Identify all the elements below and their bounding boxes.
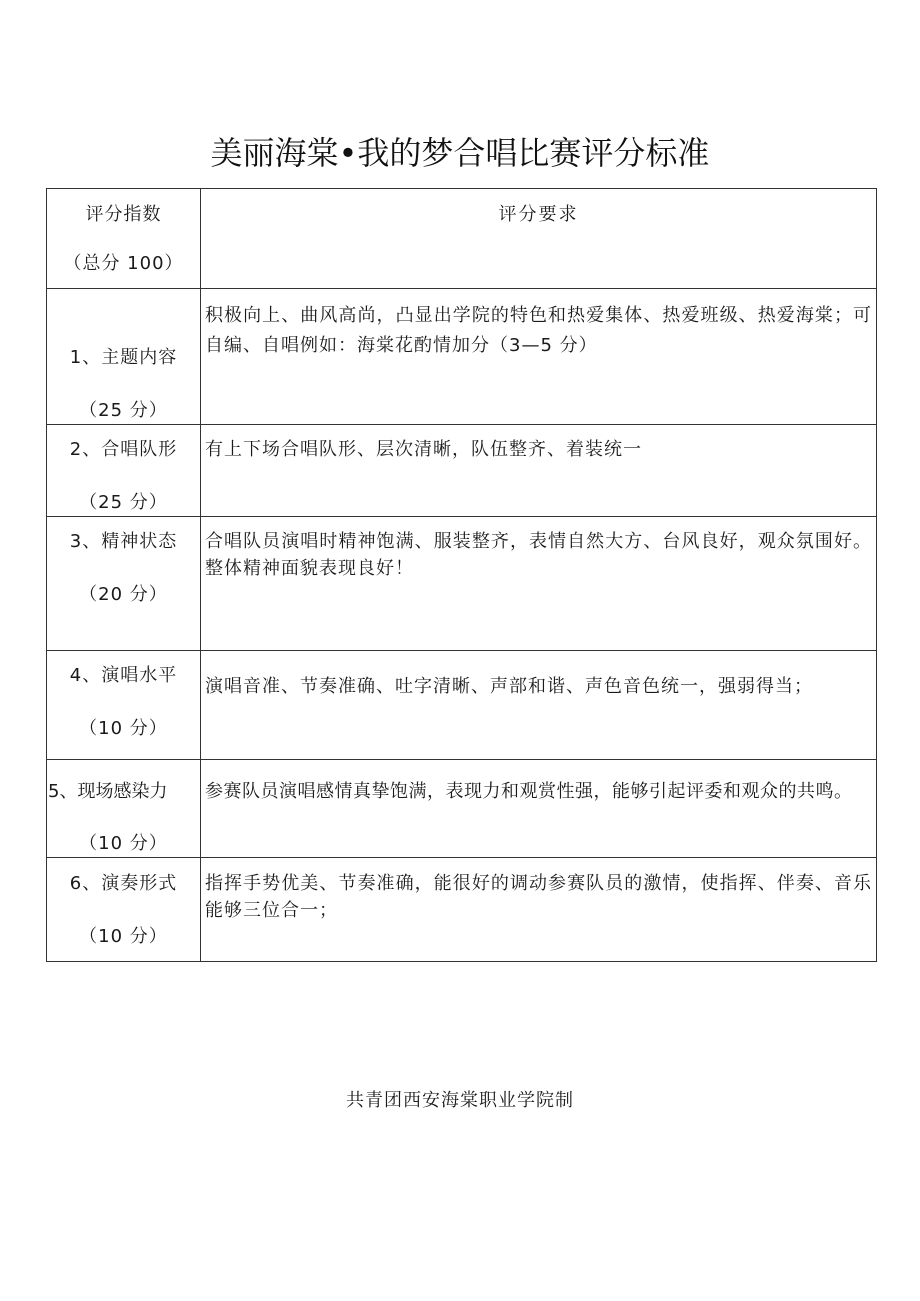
- criterion-label: 4、演唱水平: [69, 665, 178, 686]
- criterion-label: 2、合唱队形: [69, 439, 178, 460]
- criterion-points: （20 分）: [79, 584, 168, 605]
- header-requirement-cell: [201, 189, 877, 289]
- requirement-text: 参赛队员演唱感情真挚饱满，表现力和观赏性强，能够引起评委和观众的共鸣。: [205, 781, 853, 802]
- criterion-cell: [47, 289, 201, 425]
- requirement-cell: [201, 760, 877, 858]
- criterion-cell: [47, 425, 201, 517]
- criterion-cell: [47, 760, 201, 858]
- requirement-cell: [201, 651, 877, 760]
- requirement-cell: [201, 425, 877, 517]
- header-requirement-label: 评分要求: [498, 204, 579, 225]
- requirement-text: 积极向上、曲风高尚，凸显出学院的特色和热爱集体、热爱班级、热爱海棠；可自编、自唱例如：海棠花酌情加分（3—5 分）: [205, 305, 872, 356]
- scoring-table: [46, 188, 877, 962]
- requirement-text: 合唱队员演唱时精神饱满、服装整齐，表情自然大方、台风良好，观众氛围好。整体精神面貌表现良好！: [205, 531, 872, 579]
- criterion-points: （10 分）: [79, 926, 168, 947]
- header-total-label: （总分 100）: [63, 253, 184, 274]
- footer-issuer: 共青团西安海棠职业学院制: [346, 1090, 574, 1111]
- page-title: 美丽海棠•我的梦合唱比赛评分标准: [210, 134, 710, 172]
- criterion-label: 3、精神状态: [69, 531, 178, 552]
- requirement-cell: [201, 289, 877, 425]
- table-row: [47, 858, 877, 962]
- criterion-points: （10 分）: [79, 718, 168, 739]
- table-row: [47, 651, 877, 760]
- requirement-cell: [201, 517, 877, 651]
- header-index-label: 评分指数: [85, 204, 162, 225]
- criterion-cell: [47, 517, 201, 651]
- criterion-points: （10 分）: [79, 833, 168, 854]
- requirement-text: 演唱音准、节奏准确、吐字清晰、声部和谐、声色音色统一，强弱得当；: [205, 676, 813, 697]
- criterion-points: （25 分）: [79, 492, 168, 513]
- criterion-label: 6、演奏形式: [69, 873, 178, 894]
- criterion-label: 5、现场感染力: [48, 781, 168, 802]
- table-row: [47, 760, 877, 858]
- table-row: [47, 425, 877, 517]
- header-index-cell: [47, 189, 201, 289]
- table-row: [47, 289, 877, 425]
- criterion-points: （25 分）: [79, 400, 168, 421]
- criterion-label: 1、主题内容: [69, 347, 178, 368]
- requirement-text: 有上下场合唱队形、层次清晰，队伍整齐、着装统一: [205, 439, 642, 460]
- table-row: [47, 517, 877, 651]
- requirement-cell: [201, 858, 877, 962]
- requirement-text: 指挥手势优美、节奏准确，能很好的调动参赛队员的激情，使指挥、伴奏、音乐能够三位合一；: [205, 873, 872, 921]
- table-header-row: [47, 189, 877, 289]
- criterion-cell: [47, 651, 201, 760]
- criterion-cell: [47, 858, 201, 962]
